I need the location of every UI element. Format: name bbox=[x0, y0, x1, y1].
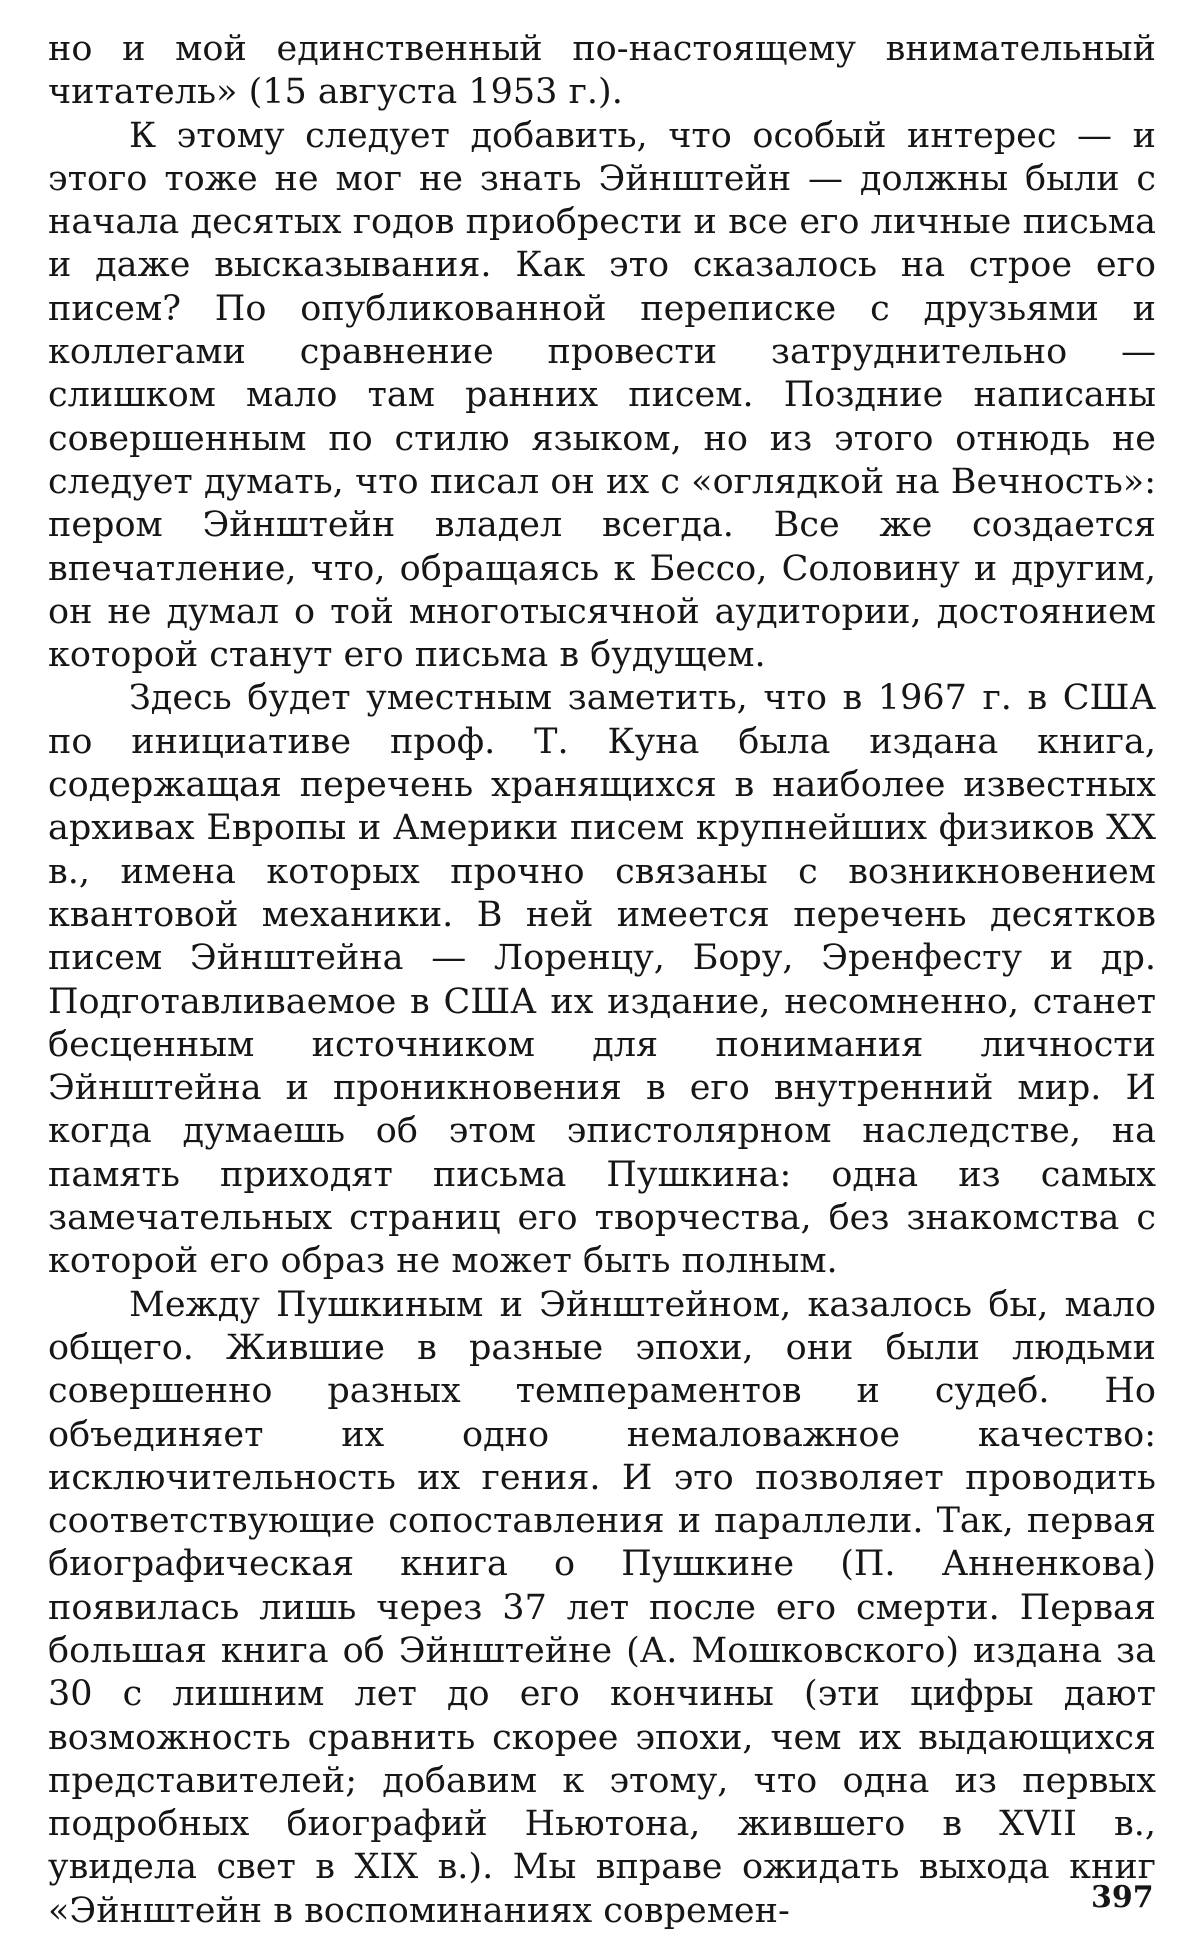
body-text bbox=[48, 28, 1156, 1933]
page-number: 397 bbox=[1091, 1880, 1154, 1915]
paragraph: К этому следует добавить, что особый интерес — и этого тоже не мог не знать Эйнштейн — должны были с начала десятых годов приобрести и все его личные письма и даже высказывания. Как это сказалось на строе его писем? По опубликованной переписке с друзьями и коллегами сравнение провести затруднительно — слишком мало там ранних писем. Поздние написаны совершенным по стилю языком, но из этого отнюдь не следует думать, что писал он их с «оглядкой на Вечность»: пером Эйнштейн владел всегда. Все же создается впечатление, что, обращаясь к Бессо, Соловину и другим, он не думал о той многотысячной аудитории, достоянием которой станут его письма в будущем. bbox=[48, 115, 1156, 676]
paragraph: Здесь будет уместным заметить, что в 1967 г. в США по инициативе проф. Т. Куна была издана книга, содержащая перечень хранящихся в наиболее известных архивах Европы и Америки писем крупнейших физиков XX в., имена которых прочно связаны с возникновением квантовой механики. В ней имеется перечень десятков писем Эйнштейна — Лоренцу, Бору, Эренфесту и др. Подготавливаемое в США их издание, несомненно, станет бесценным источником для понимания личности Эйнштейна и проникновения в его внутренний мир. И когда думаешь об этом эпистолярном наследстве, на память приходят письма Пушкина: одна из самых замечательных страниц его творчества, без знакомства с которой его образ не может быть полным. bbox=[48, 678, 1156, 1282]
paragraph: Между Пушкиным и Эйнштейном, казалось бы, мало общего. Жившие в разные эпохи, они были людьми совершенно разных темпераментов и судеб. Но объединяет их одно немаловажное качество: исключительность их гения. И это позволяет проводить соответствующие сопоставления и параллели. Так, первая биографическая книга о Пушкине (П. Анненкова) появилась лишь через 37 лет после его смерти. Первая большая книга об Эйнштейне (А. Мошковского) издана за 30 с лишним лет до его кончины (эти цифры дают возможность сравнить скорее эпохи, чем их выдающихся представителей; добавим к этому, что одна из первых подробных биографий Ньютона, жившего в XVII в., увидела свет в XIX в.). Мы вправе ожидать выхода книг «Эйнштейн в воспоминаниях современ- bbox=[48, 1284, 1156, 1931]
paragraph-continuation: но и мой единственный по-настоящему внимательный читатель» (15 августа 1953 г.). bbox=[48, 29, 1156, 113]
